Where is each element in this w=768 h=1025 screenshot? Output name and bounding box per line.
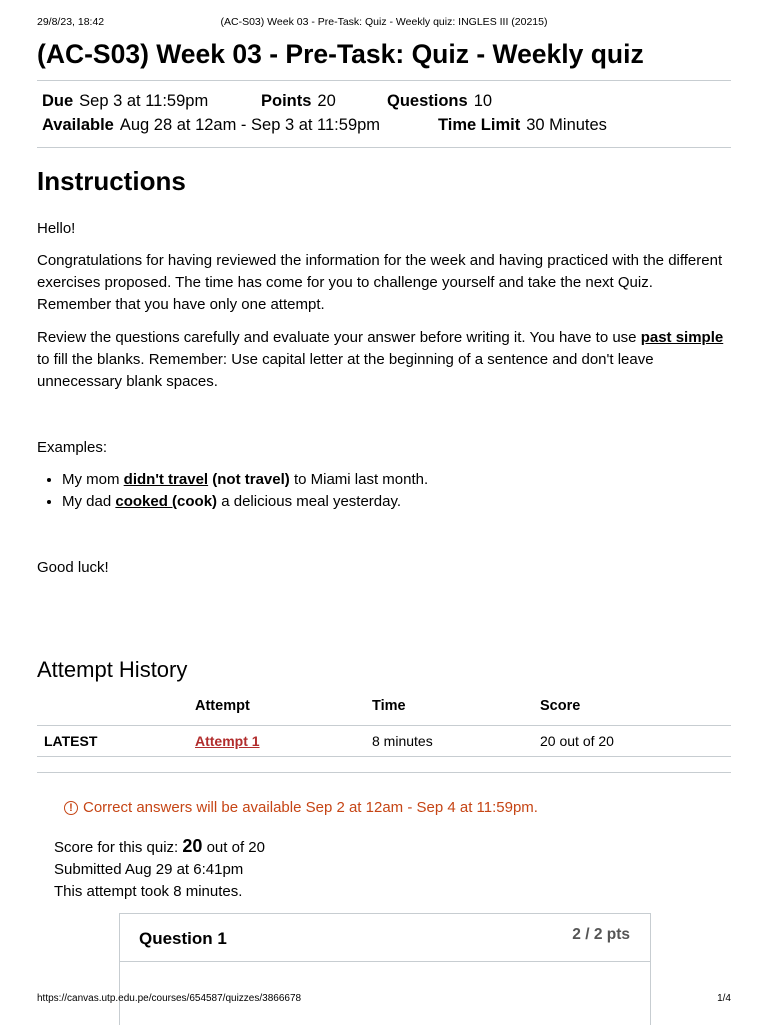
meta-points: Points 20	[261, 92, 336, 110]
table-header-row	[37, 695, 731, 726]
instructions-paragraph: Congratulations for having reviewed the information for the week and having practiced with the different exercises proposed. The time has come for you to challenge yourself and take the next Quiz. Remember that you have only one attempt.	[37, 252, 723, 313]
attempt-history-heading: Attempt History	[37, 657, 188, 682]
divider	[37, 147, 731, 148]
print-doc-title: (AC-S03) Week 03 - Pre-Task: Quiz - Weekly quiz: INGLES III (20215)	[220, 16, 548, 28]
attempt-score: 20 out of 20	[540, 726, 731, 757]
meta-available: Available Aug 28 at 12am - Sep 3 at 11:59pm	[42, 116, 381, 134]
duration-line: This attempt took 8 minutes.	[54, 883, 243, 900]
correct-answers-notice	[64, 799, 538, 816]
instructions-heading: Instructions	[37, 166, 186, 196]
print-footer	[37, 993, 731, 1004]
examples-list	[37, 469, 731, 513]
question-header	[120, 914, 650, 962]
column-header	[37, 695, 195, 726]
attempt-history-table	[37, 695, 731, 757]
score-summary	[54, 835, 265, 903]
page-title: (AC-S03) Week 03 - Pre-Task: Quiz - Weekly quiz	[37, 39, 644, 69]
quiz-meta	[37, 81, 731, 147]
latest-label: LATEST	[37, 726, 195, 757]
list-item: • My dad cooked (cook) a delicious meal yesterday.	[62, 491, 731, 513]
table-row	[37, 726, 731, 757]
greeting: Hello!	[37, 220, 76, 237]
column-header: Attempt	[195, 695, 372, 726]
meta-questions: Questions 10	[387, 92, 493, 110]
instructions-body	[37, 218, 731, 579]
warning-circle-icon: !	[64, 801, 78, 815]
column-header: Time	[372, 695, 540, 726]
meta-due: Due Sep 3 at 11:59pm	[42, 92, 209, 110]
print-page-number: 1/4	[717, 993, 731, 1004]
attempt-time: 8 minutes	[372, 726, 540, 757]
meta-time-limit: Time Limit 30 Minutes	[438, 116, 607, 134]
score-line: Score for this quiz: 20 out of 20	[54, 836, 265, 856]
question-points: 2 / 2 pts	[572, 926, 630, 943]
question-title: Question 1	[139, 929, 227, 948]
column-header: Score	[540, 695, 731, 726]
closing: Good luck!	[37, 559, 109, 576]
attempt-1-link[interactable]: Attempt 1	[195, 733, 260, 749]
examples-label: Examples:	[37, 439, 108, 456]
divider	[37, 772, 731, 773]
print-date: 29/8/23, 18:42	[37, 16, 105, 28]
notice-text: Correct answers will be available Sep 2 at 12am - Sep 4 at 11:59pm.	[83, 799, 538, 816]
quiz-page	[37, 38, 731, 948]
instructions-paragraph: Review the questions carefully and evaluate your answer before writing it. You have to use past simple to fill the blanks. Remember: Use capital letter at the beginning of a sentence and don't leave unnecessary blank spaces.	[37, 329, 724, 390]
print-header	[37, 16, 731, 30]
score-value: 20	[182, 836, 203, 856]
print-url: https://canvas.utp.edu.pe/courses/654587/quizzes/3866678	[37, 993, 302, 1004]
question-card	[119, 913, 651, 1025]
submitted-line: Submitted Aug 29 at 6:41pm	[54, 861, 244, 878]
list-item: • My mom didn't travel (not travel) to Miami last month.	[62, 469, 731, 491]
past-simple-term: past simple	[640, 329, 724, 346]
